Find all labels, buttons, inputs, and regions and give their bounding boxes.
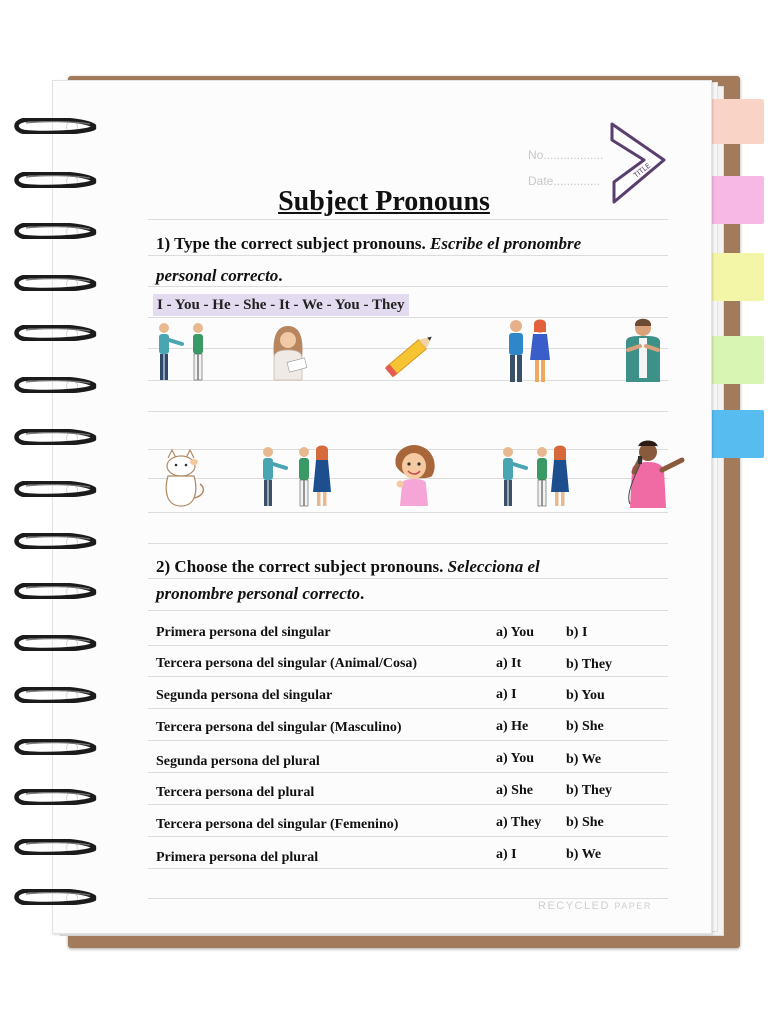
ruled-line <box>148 868 668 869</box>
spiral-ring <box>12 739 98 755</box>
cat-icon <box>154 448 208 510</box>
recycled-label: RECYCLED <box>538 900 610 912</box>
ruled-line <box>148 286 668 287</box>
question-label: Tercera persona del plural <box>156 785 315 800</box>
option-a[interactable]: a) It <box>496 656 522 671</box>
woman-reading-icon <box>262 322 314 382</box>
worksheet-title: Subject Pronouns <box>278 186 490 217</box>
pencil-icon <box>382 326 440 382</box>
section2-heading-es: Selecciona el <box>447 557 540 576</box>
question-label: Tercera persona del singular (Animal/Cosa) <box>156 656 418 671</box>
ruled-line <box>148 772 668 773</box>
man-singing-icon <box>618 438 694 510</box>
person-pointing-at-two-people-icon <box>496 444 574 510</box>
ruled-line <box>148 255 668 256</box>
section2-heading-end: . <box>360 584 365 603</box>
section2-heading-en: 2) Choose the correct subject pronouns. <box>156 557 444 576</box>
option-b[interactable]: b) They <box>566 657 613 672</box>
spiral-ring <box>12 583 98 599</box>
no-label: No <box>528 148 544 162</box>
ruled-line <box>148 740 668 741</box>
ruled-line <box>148 543 668 544</box>
question-label: Segunda persona del singular <box>156 688 333 703</box>
spiral-ring <box>12 789 98 805</box>
recycled-paper-watermark <box>538 900 652 912</box>
option-a[interactable]: a) They <box>496 815 542 830</box>
option-a[interactable]: a) She <box>496 783 533 798</box>
spiral-ring <box>12 889 98 905</box>
ruled-line <box>148 610 668 611</box>
spiral-ring <box>12 839 98 855</box>
boy-and-girl-icon <box>498 318 558 384</box>
question-label: Primera persona del singular <box>156 625 331 640</box>
option-a[interactable]: a) You <box>496 751 534 766</box>
spiral-ring <box>12 223 98 239</box>
ruled-line <box>148 836 668 837</box>
option-b[interactable]: b) They <box>566 783 613 798</box>
no-field: No.................. <box>528 148 604 162</box>
paper-label: PAPER <box>614 901 652 911</box>
sticky-tab-yellow[interactable] <box>708 253 764 301</box>
option-b[interactable]: b) She <box>566 719 604 734</box>
option-a[interactable]: a) I <box>496 687 517 702</box>
logo-text: TITLE <box>632 161 653 180</box>
section2-heading-es-2: pronombre personal correcto <box>156 584 360 603</box>
sticky-tab-peach[interactable] <box>708 99 764 144</box>
section1-heading-en: 1) Type the correct subject pronouns. <box>156 234 426 253</box>
option-a[interactable]: a) He <box>496 719 529 734</box>
date-field: Date.............. <box>528 174 601 188</box>
question-label: Primera persona del plural <box>156 850 319 865</box>
man-pointing-at-self-icon <box>618 318 668 384</box>
section1-heading-es-2: personal correcto <box>156 266 279 285</box>
section1-heading-es: Escribe el pronombre <box>430 234 582 253</box>
ruled-line <box>148 578 668 579</box>
ruled-line <box>148 898 668 899</box>
ruled-line <box>148 676 668 677</box>
ruled-line <box>148 411 668 412</box>
ruled-line <box>148 645 668 646</box>
spiral-ring <box>12 377 98 393</box>
spiral-ring <box>12 275 98 291</box>
ruled-line <box>148 708 668 709</box>
section1-heading-cont <box>156 266 283 286</box>
smiling-girl-icon <box>390 444 440 508</box>
spiral-ring <box>12 325 98 341</box>
question-label: Tercera persona del singular (Masculino) <box>156 720 402 735</box>
option-b[interactable]: b) She <box>566 815 604 830</box>
ruled-line <box>148 804 668 805</box>
sticky-tab-blue[interactable] <box>708 410 764 458</box>
ruled-line <box>148 219 668 220</box>
sticky-tab-green[interactable] <box>708 336 764 384</box>
spiral-ring <box>12 635 98 651</box>
section1-heading-end: . <box>278 266 283 285</box>
person-pointing-at-another-icon <box>152 320 212 384</box>
spiral-ring <box>12 687 98 703</box>
spiral-ring <box>12 533 98 549</box>
option-b[interactable]: b) You <box>566 688 605 703</box>
ruled-line <box>148 512 668 513</box>
date-label: Date <box>528 174 554 188</box>
section1-heading <box>156 234 581 254</box>
ruled-line <box>148 317 668 318</box>
option-b[interactable]: b) I <box>566 625 588 640</box>
section2-heading-cont <box>156 584 364 604</box>
option-a[interactable]: a) You <box>496 625 534 640</box>
option-a[interactable]: a) I <box>496 847 517 862</box>
person-pointing-at-couple-icon <box>256 444 334 510</box>
spiral-ring <box>12 429 98 445</box>
pronoun-bank: I - You - He - She - It - We - You - They <box>153 294 409 316</box>
option-b[interactable]: b) We <box>566 847 602 862</box>
section2-heading <box>156 557 540 577</box>
option-b[interactable]: b) We <box>566 752 602 767</box>
question-label: Segunda persona del plural <box>156 754 320 769</box>
question-label: Tercera persona del singular (Femenino) <box>156 817 399 832</box>
spiral-ring <box>12 118 98 134</box>
spiral-ring <box>12 481 98 497</box>
